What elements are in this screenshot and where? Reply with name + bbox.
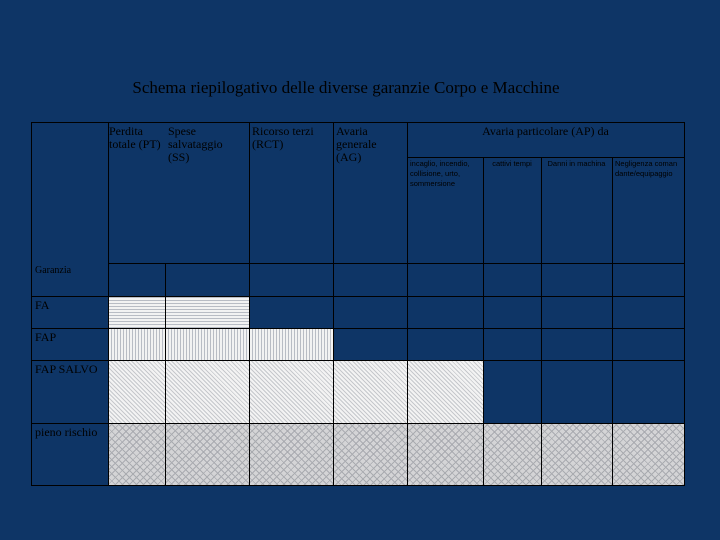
cell-fap-ss bbox=[165, 328, 249, 360]
grid-line bbox=[483, 157, 484, 485]
header-avaria-generale: Avaria generale (AG) bbox=[336, 124, 377, 164]
header-ap-incaglio: incaglio, incendio, collisione, urto, sommersione bbox=[410, 159, 470, 188]
cell-pieno-incaglio bbox=[407, 423, 483, 485]
cell-pieno-pt bbox=[108, 423, 165, 485]
cell-pieno-negligenza bbox=[612, 423, 684, 485]
cell-salvo-incaglio bbox=[407, 360, 483, 423]
cell-pieno-ss bbox=[165, 423, 249, 485]
cell-fa-pt bbox=[108, 296, 165, 328]
cell-salvo-ag bbox=[333, 360, 407, 423]
header-avaria-particolare: Avaria particolare (AP) da bbox=[482, 124, 609, 138]
coverage-table bbox=[31, 122, 685, 486]
header-ap-danni-machina: Danni in machina bbox=[547, 159, 606, 168]
grid-line bbox=[32, 423, 684, 424]
row-label-pieno-rischio: pieno rischio bbox=[35, 425, 98, 439]
cell-pieno-rct bbox=[249, 423, 333, 485]
grid-line bbox=[541, 157, 542, 485]
row-label-fa: FA bbox=[35, 298, 50, 312]
cell-fap-rct bbox=[249, 328, 333, 360]
row-label-fap-salvo: FAP SALVO bbox=[35, 362, 98, 376]
cell-pieno-danni bbox=[541, 423, 612, 485]
row-label-fap: FAP bbox=[35, 330, 57, 344]
grid-line bbox=[407, 157, 684, 158]
cell-pieno-ag bbox=[333, 423, 407, 485]
grid-line bbox=[32, 296, 684, 297]
cell-salvo-rct bbox=[249, 360, 333, 423]
header-ap-cattivi-tempi: cattivi tempi bbox=[492, 159, 532, 168]
cell-fap-pt bbox=[108, 328, 165, 360]
cell-fa-ss bbox=[165, 296, 249, 328]
cell-pieno-cattivi bbox=[483, 423, 541, 485]
grid-line bbox=[333, 123, 334, 485]
header-ricorso-terzi: Ricorso terzi (RCT) bbox=[252, 124, 314, 151]
grid-line bbox=[32, 360, 684, 361]
row-label-garanzia: Garanzia bbox=[35, 265, 72, 276]
grid-line bbox=[249, 123, 250, 485]
grid-line bbox=[108, 263, 684, 264]
cell-salvo-pt bbox=[108, 360, 165, 423]
grid-line bbox=[108, 123, 109, 485]
grid-line bbox=[407, 123, 408, 485]
grid-line bbox=[32, 328, 684, 329]
grid-line bbox=[612, 157, 613, 485]
header-ap-negligenza: Negligenza comandante/equipaggio bbox=[615, 159, 678, 178]
header-perdita-totale: Perdita totale (PT) bbox=[109, 124, 161, 151]
header-spese-salvataggio: Spese salvataggio (SS) bbox=[168, 124, 223, 164]
page-title: Schema riepilogativo delle diverse garanzie Corpo e Macchine bbox=[132, 78, 560, 97]
cell-salvo-ss bbox=[165, 360, 249, 423]
